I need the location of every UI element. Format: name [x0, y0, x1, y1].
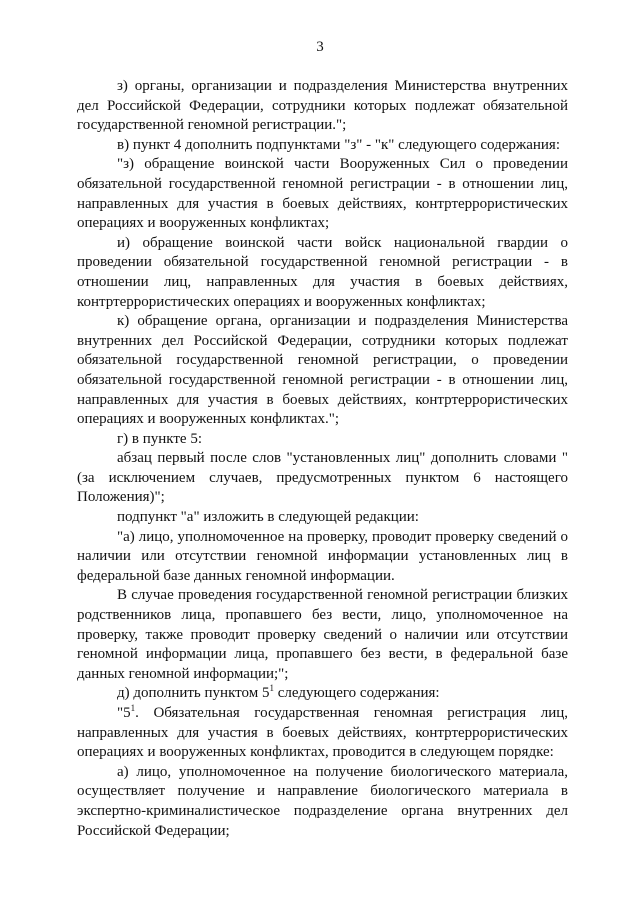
- document-body: [77, 77, 568, 841]
- paragraph: "з) обращение воинской части Вооруженных Сил о проведении обязательной государственной геномной регистрации - в отношении лиц, направленных для участия в боевых действиях, контртеррористических операциях и вооруженных конфликтах;: [77, 156, 568, 232]
- paragraph: В случае проведения государственной геномной регистрации близких родственников лица, пропавшего без вести, лицо, уполномоченное на проверку, также проводит проверку сведений о наличии или отсутствии геномной информации лица, пропавшего без вести, в федеральной базе данных геномной информации;";: [77, 587, 568, 682]
- paragraph: а) лицо, уполномоченное на получение биологического материала, осуществляет получение и направление биологического материала в экспертно-криминалистическое подразделение органа внутренних дел Российской Федерации;: [77, 763, 568, 839]
- paragraph: в) пункт 4 дополнить подпунктами "з" - "к" следующего содержания:: [117, 136, 560, 153]
- superscript: 1: [269, 683, 274, 694]
- page-number: 3: [316, 39, 324, 55]
- paragraph: и) обращение воинской части войск национальной гвардии о проведении обязательной государственной геномной регистрации - в отношении лиц, направленных для участия в боевых действиях, контртеррористических операциях и вооруженных конфликтах;: [77, 234, 568, 310]
- superscript: 1: [130, 703, 136, 713]
- paragraph: г) в пункте 5:: [117, 430, 203, 447]
- paragraph: "а) лицо, уполномоченное на проверку, проводит проверку сведений о наличии или отсутствии геномной информации установленных лиц в федеральной базе данных геномной информации.: [77, 528, 568, 584]
- paragraph: абзац первый после слов "установленных лиц" дополнить словами "(за исключением случаев, предусмотренных пунктом 6 настоящего Положения)";: [77, 450, 568, 506]
- paragraph-5-1: [77, 704, 568, 763]
- paragraph: подпункт "а" изложить в следующей редакции:: [117, 509, 419, 526]
- paragraph: з) органы, организации и подразделения Министерства внутренних дел Российской Федерации, сотрудники которых подлежат обязательной государственной геномной регистрации.";: [77, 78, 568, 134]
- text-segment: следующего содержания:: [273, 685, 440, 702]
- paragraph: к) обращение органа, организации и подразделения Министерства внутренних дел Российской Федерации, сотрудники которых подлежат обязательной государственной геномной регистрации, о проведении обязательной государственной геномной регистрации - в отношении лиц, направленных для участия в боевых действиях, контртеррористических операциях и вооруженных конфликтах.";: [77, 313, 568, 428]
- text-segment: . Обязательная государственная геномная регистрация лиц, направленных для участия в боевых действиях, контртеррористических операциях и вооруженных конфликтах, проводится в следующем порядке:: [77, 705, 568, 761]
- text-segment: д) дополнить пунктом 5: [117, 685, 270, 702]
- paragraph-d: [77, 684, 568, 704]
- text-segment: "5: [117, 705, 131, 721]
